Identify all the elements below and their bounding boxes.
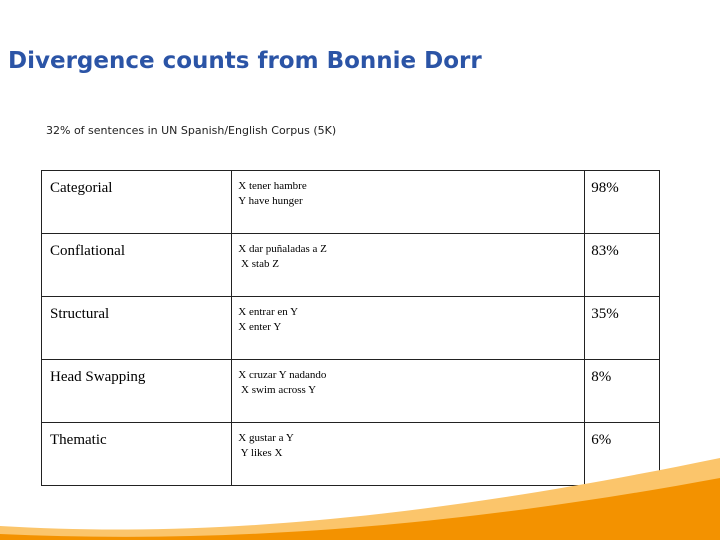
category-cell (42, 234, 232, 297)
percent-value: 6% (591, 432, 612, 448)
percent-value: 98% (591, 180, 619, 196)
example-cell (232, 171, 585, 234)
example-spanish: X cruzar Y nadando (238, 369, 327, 381)
example-cell (232, 297, 585, 360)
percent-cell (585, 360, 660, 423)
example-cell (232, 360, 585, 423)
category-label: Thematic (50, 432, 107, 448)
category-cell (42, 171, 232, 234)
category-label: Categorial (50, 180, 113, 196)
example-english: X swim across Y (238, 384, 317, 396)
category-label: Head Swapping (50, 369, 146, 385)
orange-swoosh-decoration (0, 440, 720, 540)
example-english: X enter Y (238, 321, 282, 333)
divergence-table (41, 170, 660, 486)
example-english: Y have hunger (238, 195, 303, 207)
percent-cell (585, 234, 660, 297)
percent-cell (585, 297, 660, 360)
example-spanish: X entrar en Y (238, 306, 299, 318)
example-spanish: X tener hambre (238, 180, 307, 192)
table-row (42, 297, 660, 360)
example-spanish: X gustar a Y (238, 432, 294, 444)
table-row (42, 171, 660, 234)
example-english: Y likes X (238, 447, 283, 459)
slide-title: Divergence counts from Bonnie Dorr (8, 48, 482, 74)
category-cell (42, 297, 232, 360)
category-label: Structural (50, 306, 110, 322)
percent-value: 8% (591, 369, 612, 385)
example-english: X stab Z (238, 258, 279, 270)
category-cell (42, 360, 232, 423)
percent-value: 83% (591, 243, 619, 259)
slide-subtitle: 32% of sentences in UN Spanish/English Corpus (5K) (46, 124, 337, 137)
table-row (42, 234, 660, 297)
category-label: Conflational (50, 243, 125, 259)
example-cell (232, 234, 585, 297)
percent-cell (585, 171, 660, 234)
table-row (42, 360, 660, 423)
example-spanish: X dar puñaladas a Z (238, 243, 327, 255)
percent-value: 35% (591, 306, 619, 322)
